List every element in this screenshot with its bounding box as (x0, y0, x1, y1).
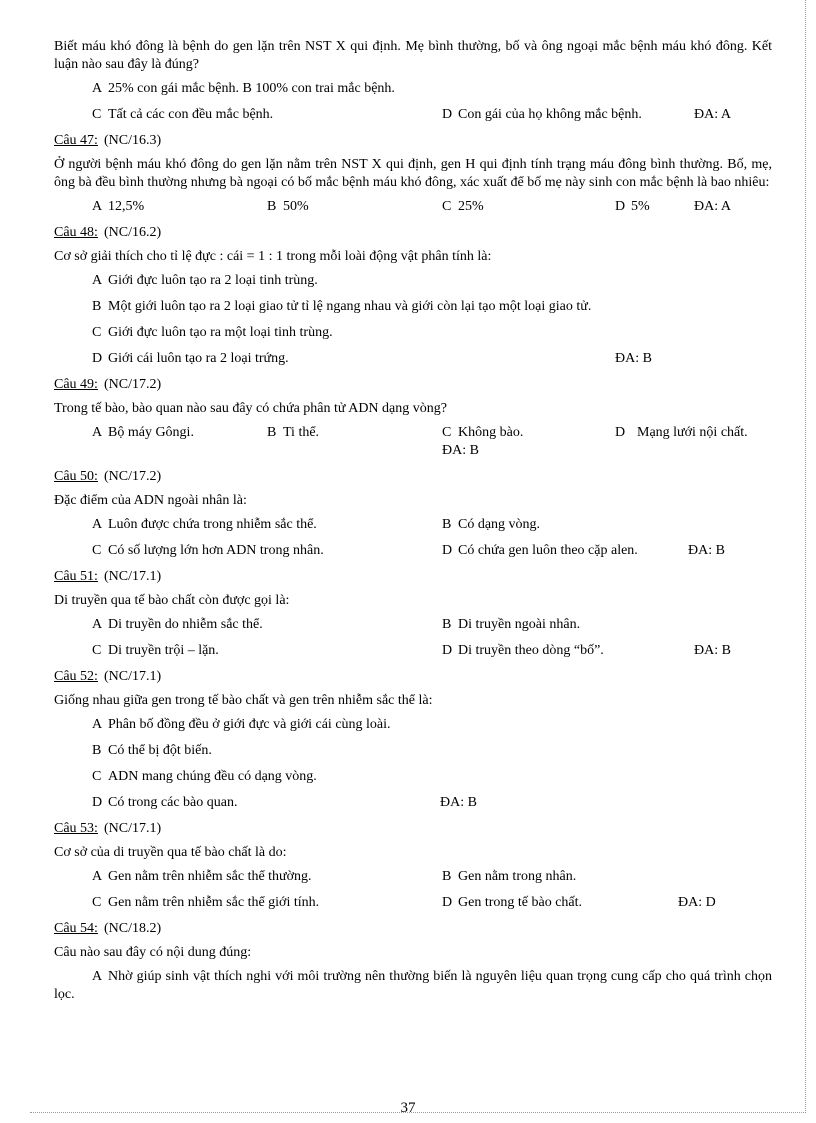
question-number: Câu 50: (54, 469, 98, 484)
option-a: A 12,5% (92, 199, 145, 214)
question-reference: (NC/17.1) (103, 569, 162, 584)
question-53-text: Cơ sở của di truyền qua tế bào chất là do: (54, 845, 287, 860)
option-c: C ADN mang chúng đều có dạng vòng. (92, 769, 317, 784)
answer-key: ĐA: B (694, 643, 731, 658)
question-52-last-row (54, 794, 772, 812)
question-54-text: Câu nào sau đây có nội dung đúng: (54, 945, 252, 960)
question-number: Câu 52: (54, 669, 98, 684)
question-46-text: Biết máu khó đông là bệnh do gen lặn trên NST X qui định. Mẹ bình thường, bố và ông ngoại mắc bệnh máu khó đông. Kết luận nào sau đây là đúng? (54, 39, 772, 72)
question-reference: (NC/17.1) (103, 669, 162, 684)
answer-key: ĐA: B (442, 443, 479, 458)
page-number: 37 (400, 1100, 416, 1116)
question-reference: (NC/17.1) (103, 821, 162, 836)
option-b: B Có thể bị đột biến. (92, 743, 212, 758)
option-a: A Giới đực luôn tạo ra 2 loại tinh trùng. (92, 273, 318, 288)
option-b: B 50% (267, 199, 309, 214)
answer-key: ĐA: A (694, 199, 731, 214)
question-48-text: Cơ sở giải thích cho tỉ lệ đực : cái = 1 : 1 trong mỗi loài động vật phân tính là: (54, 249, 492, 264)
question-number: Câu 47: (54, 133, 98, 148)
question-50-row-1 (54, 516, 772, 534)
option-d: D Giới cái luôn tạo ra 2 loại trứng. (92, 351, 289, 366)
option-a: A Phân bố đồng đều ở giới đực và giới cái cùng loài. (92, 717, 391, 732)
option-b: B Ti thể. (267, 425, 320, 440)
question-number: Câu 51: (54, 569, 98, 584)
question-number: Câu 53: (54, 821, 98, 836)
option-d: D Con gái của họ không mắc bệnh. (442, 107, 642, 122)
question-53-row-1 (54, 868, 772, 886)
option-c: C Tất cả các con đều mắc bệnh. (92, 107, 274, 122)
question-53-row-2 (54, 894, 772, 912)
option-d: D Gen trong tế bào chất. (442, 895, 583, 910)
question-48-last-row (54, 350, 772, 368)
option-c: C 25% (442, 199, 484, 214)
option-a: A Gen nằm trên nhiễm sắc thể thường. (92, 869, 312, 884)
question-52-heading (54, 668, 772, 686)
option-c: C Di truyền trội – lặn. (92, 643, 219, 658)
question-reference: (NC/16.3) (103, 133, 162, 148)
question-49-options (54, 424, 772, 460)
document-body (54, 38, 772, 1010)
option-d: D Di truyền theo dòng “bố”. (442, 643, 604, 658)
option-a: A Di truyền do nhiễm sắc thể. (92, 617, 263, 632)
question-54-heading (54, 920, 772, 938)
question-53-heading (54, 820, 772, 838)
option-b: B Một giới luôn tạo ra 2 loại giao tử tỉ lệ ngang nhau và giới còn lại tạo một loại giao tử. (92, 299, 592, 314)
question-number: Câu 54: (54, 921, 98, 936)
question-46-row-1 (54, 80, 772, 98)
option-c: C Có số lượng lớn hơn ADN trong nhân. (92, 543, 324, 558)
question-49-text: Trong tế bào, bào quan nào sau đây có chứa phân tử ADN dạng vòng? (54, 401, 447, 416)
option-a: A Nhờ giúp sinh vật thích nghi với môi trường nên thường biến là nguyên liệu quan trọng cung cấp cho quá trình chọn lọc. (54, 969, 772, 1002)
answer-key: ĐA: D (678, 895, 716, 910)
option-a: A 25% con gái mắc bệnh. B 100% con trai mắc bệnh. (92, 81, 395, 96)
answer-key: ĐA: B (615, 351, 652, 366)
option-b: B Có dạng vòng. (442, 517, 541, 532)
option-b: B Di truyền ngoài nhân. (442, 617, 581, 632)
question-52-text: Giống nhau giữa gen trong tế bào chất và gen trên nhiễm sắc thể là: (54, 693, 433, 708)
question-reference: (NC/16.2) (103, 225, 162, 240)
question-50-heading (54, 468, 772, 486)
question-number: Câu 49: (54, 377, 98, 392)
question-reference: (NC/18.2) (103, 921, 162, 936)
question-reference: (NC/17.2) (103, 469, 162, 484)
option-c: C Không bào. (442, 425, 524, 440)
question-47-options (54, 198, 772, 216)
option-d: D Có chứa gen luôn theo cặp alen. (442, 543, 638, 558)
option-a: A Luôn được chứa trong nhiễm sắc thể. (92, 517, 317, 532)
question-reference: (NC/17.2) (103, 377, 162, 392)
question-number: Câu 48: (54, 225, 98, 240)
question-51-row-1 (54, 616, 772, 634)
answer-key: ĐA: A (694, 107, 731, 122)
question-50-text: Đặc điểm của ADN ngoài nhân là: (54, 493, 247, 508)
option-c: C Giới đực luôn tạo ra một loại tinh trùng. (92, 325, 333, 340)
question-48-heading (54, 224, 772, 242)
answer-key: ĐA: B (440, 795, 477, 810)
page-border-right (804, 0, 806, 1113)
question-47-text: Ở người bệnh máu khó đông do gen lặn nằm trên NST X qui định, gen H qui định tính trạng máu đông bình thường. Bố, mẹ, ông bà đều bình thường nhưng bà ngoại có bố mắc bệnh máu khó đông, xác xuất để bố mẹ này sinh con mắc bệnh là bao nhiêu: (54, 157, 772, 190)
question-51-text: Di truyền qua tế bào chất còn được gọi là: (54, 593, 290, 608)
question-50-row-2 (54, 542, 772, 560)
option-b: B Gen nằm trong nhân. (442, 869, 577, 884)
option-c: C Gen nằm trên nhiễm sắc thể giới tính. (92, 895, 320, 910)
question-51-heading (54, 568, 772, 586)
option-a: A Bộ máy Gôngi. (92, 425, 194, 440)
question-46-row-2 (54, 106, 772, 124)
question-47-heading (54, 132, 772, 150)
question-51-row-2 (54, 642, 772, 660)
answer-key: ĐA: B (688, 543, 725, 558)
question-49-heading (54, 376, 772, 394)
option-d: D 5% (615, 199, 650, 214)
option-d: D Mạng lưới nội chất. (615, 425, 748, 440)
option-d: D Có trong các bào quan. (92, 795, 238, 810)
